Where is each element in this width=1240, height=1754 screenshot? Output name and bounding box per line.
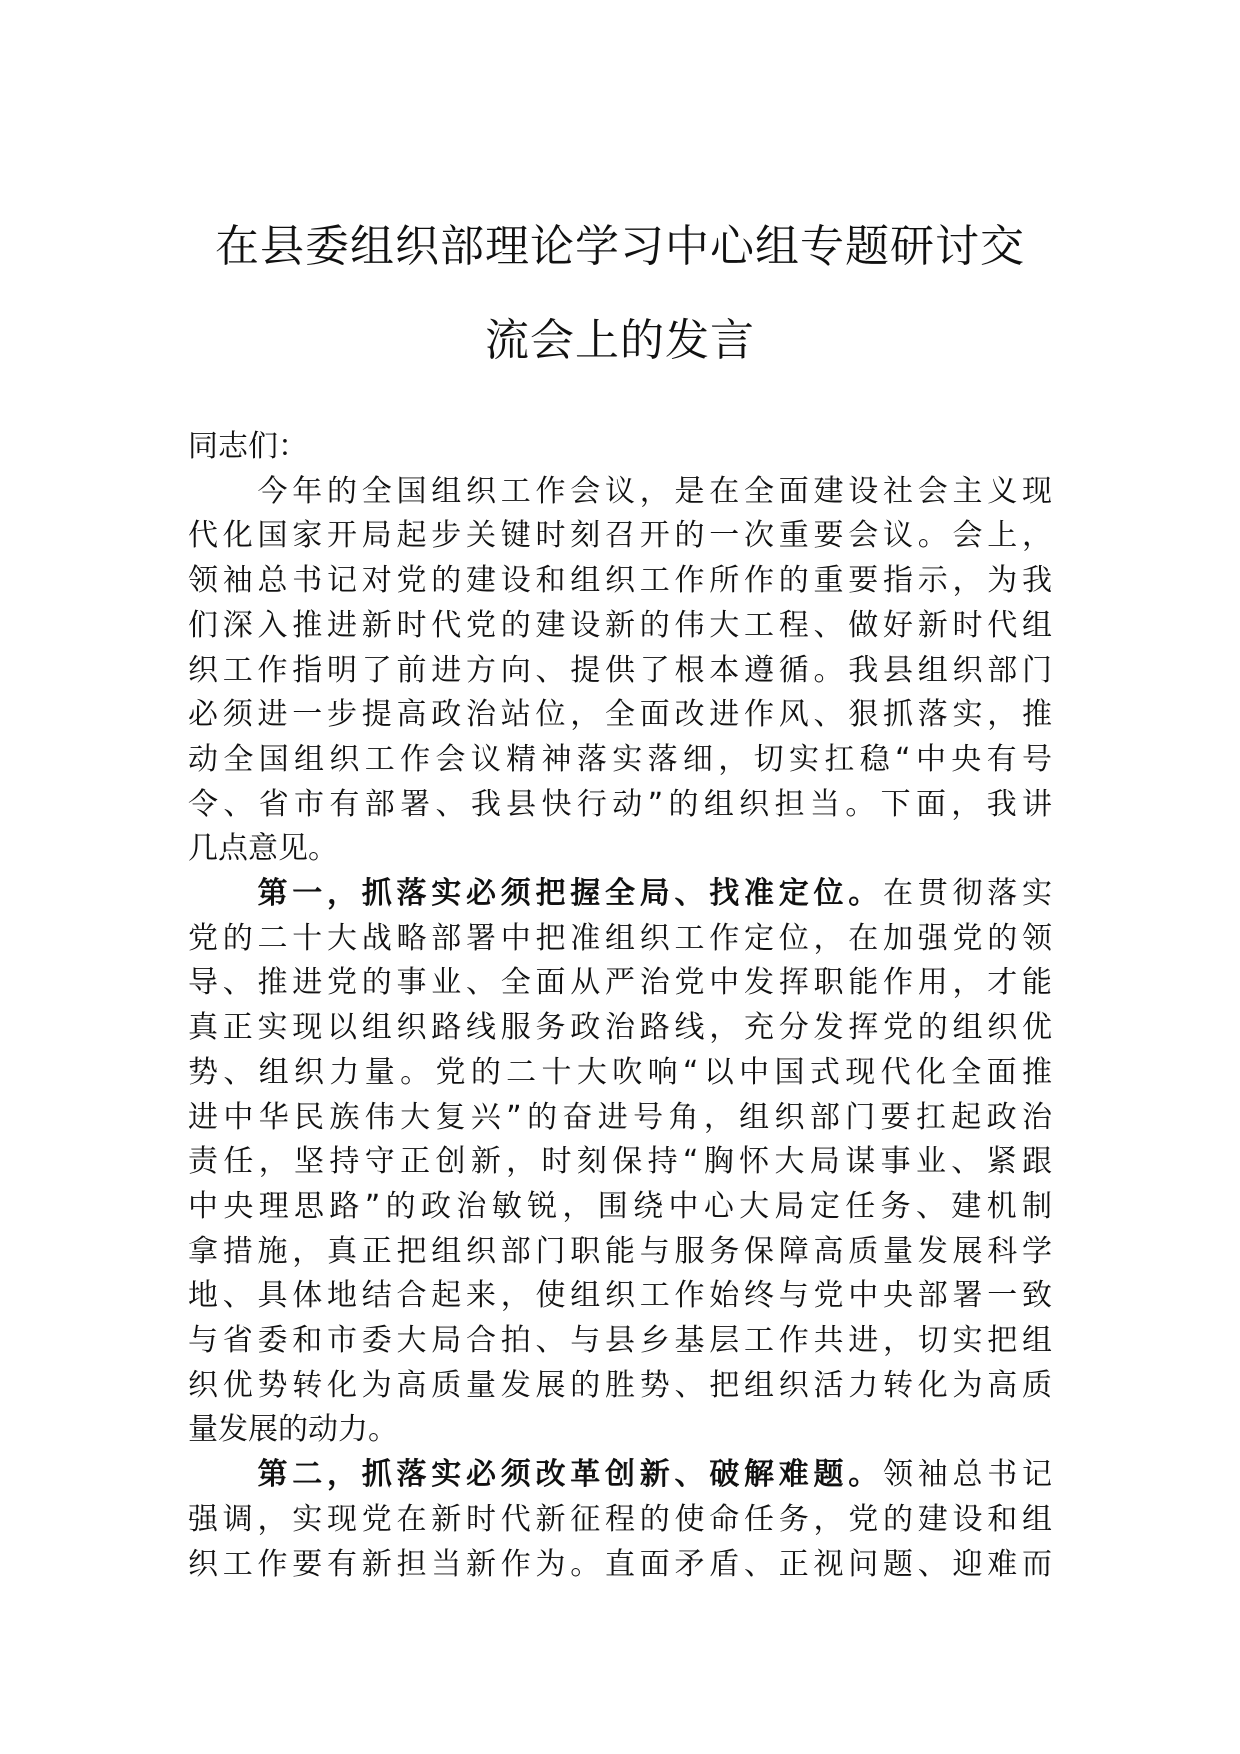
text-line: 今年的全国组织工作会议，是在全面建设社会主义现 [188, 473, 1052, 509]
text-line: 必须进一步提高政治站位，全面改进作风、狠抓落实，推 [188, 697, 1052, 733]
text-line: 责任，坚持守正创新，时刻保持“胸怀大局谋事业、紧跟 [188, 1144, 1052, 1180]
document-title [188, 200, 1052, 388]
paragraph-intro [188, 470, 1052, 872]
text-line: 代化国家开局起步关键时刻召开的一次重要会议。会上， [188, 518, 1052, 554]
text-line: 中央理思路”的政治敏锐，围绕中心大局定任务、建机制 [188, 1188, 1052, 1224]
paragraph-point-two [188, 1453, 1052, 1587]
text-line: 领袖总书记对党的建设和组织工作所作的重要指示，为我 [188, 563, 1052, 599]
text-line: 们深入推进新时代党的建设新的伟大工程、做好新时代组 [188, 607, 1052, 643]
text-line: 导、推进党的事业、全面从严治党中发挥职能作用，才能 [188, 965, 1052, 1001]
document-body [188, 425, 1052, 1587]
text-line: 拿措施，真正把组织部门职能与服务保障高质量发展科学 [188, 1233, 1052, 1269]
text-line: 几点意见。 [188, 831, 338, 867]
text-line: 织工作指明了前进方向、提供了根本遵循。我县组织部门 [188, 652, 1052, 688]
text-line: 势、组织力量。党的二十大吹响“以中国式现代化全面推 [188, 1054, 1052, 1090]
point-heading: 第二，抓落实必须改革创新、破解难题。 [188, 1457, 883, 1493]
salutation-text: 同志们： [188, 429, 308, 464]
text-line: 党的二十大战略部署中把准组织工作定位，在加强党的领 [188, 920, 1052, 956]
title-line: 流会上的发言 [485, 315, 755, 366]
text-line: 织优势转化为高质量发展的胜势、把组织活力转化为高质 [188, 1367, 1052, 1403]
text-line: 与省委和市委大局合拍、与县乡基层工作共进，切实把组 [188, 1323, 1052, 1359]
text-line [188, 1453, 1052, 1498]
salutation [188, 425, 1052, 470]
text-line: 强调，实现党在新时代新征程的使命任务，党的建设和组 [188, 1501, 1052, 1537]
text-line: 令、省市有部署、我县快行动”的组织担当。下面，我讲 [188, 786, 1052, 822]
point-heading: 第一，抓落实必须把握全局、找准定位。 [188, 876, 883, 912]
text-run: 在贯彻落实 [883, 876, 1052, 912]
text-run: 领袖总书记 [883, 1457, 1052, 1493]
text-line [188, 872, 1052, 917]
text-line: 进中华民族伟大复兴”的奋进号角，组织部门要扛起政治 [188, 1099, 1052, 1135]
paragraph-point-one [188, 872, 1052, 1453]
text-line: 织工作要有新担当新作为。直面矛盾、正视问题、迎难而 [188, 1546, 1052, 1582]
title-line: 在县委组织部理论学习中心组专题研讨交 [215, 221, 1025, 272]
text-line: 真正实现以组织路线服务政治路线，充分发挥党的组织优 [188, 1010, 1052, 1046]
text-line: 量发展的动力。 [188, 1412, 398, 1448]
text-line: 动全国组织工作会议精神落实落细，切实扛稳“中央有号 [188, 741, 1052, 777]
text-line: 地、具体地结合起来，使组织工作始终与党中央部署一致 [188, 1278, 1052, 1314]
